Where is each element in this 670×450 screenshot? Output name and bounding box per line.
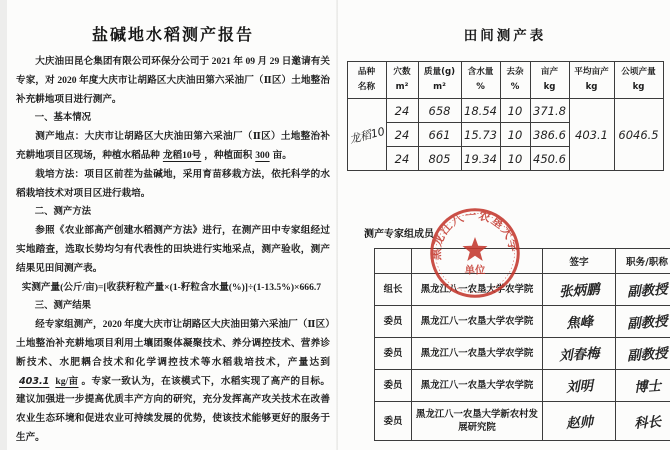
seal-inner-text: 单位 [464,264,486,277]
area-unit: 亩。 [272,149,292,161]
header-variety: 品种 名称 [347,62,386,99]
title-cell: 副教授 [616,338,670,370]
header-institution-blank [412,249,543,274]
institution-cell: 黑龙江八一农垦大学新农村发展研究院 [412,402,543,441]
report-page [16,8,330,448]
experts-header-row [375,249,670,274]
hectare-yield-cell: 6046.5 [614,99,663,171]
holes-cell: 24 [386,123,418,147]
title-cell: 科长 [616,402,670,441]
mass-cell: 658 [418,99,461,123]
holes-cell: 24 [386,99,418,123]
header-moisture: 含水量 % [461,62,500,99]
role-cell: 委员 [375,370,412,402]
location-paragraph [16,128,330,166]
expert-row [375,338,670,370]
yield-unit: kg/亩 [55,375,79,387]
expert-row [375,370,670,402]
field-table-header-row [347,62,663,99]
section3-heading: 三、测产结果 [34,300,92,312]
institution-cell: 黑龙江八一农垦大学农学院 [412,274,543,306]
title-cell: 副教授 [616,306,670,338]
page-seam [336,0,338,450]
header-yield-mu: 亩产 kg [530,62,569,99]
header-signature: 签字 [543,249,616,274]
result-paragraph [16,316,330,448]
area-fill-in: 300 [255,149,270,161]
moisture-cell: 19.34 [461,147,500,171]
experts-group-label: 测产专家组成员 [364,229,434,240]
cultivation-paragraph: 栽培方法：项目区前茬为盐碱地，采用育苗移栽方法，依托科学的水稻栽培技术对项目区进行栽培。 [16,168,330,199]
title-cell: 博士 [616,370,670,402]
header-holes: 穴数 m² [386,62,418,99]
mass-cell: 661 [418,123,461,147]
signature-cell: 焦峰 [543,306,616,338]
yield-mu-cell: 386.6 [530,123,569,147]
mass-cell: 805 [418,147,461,171]
header-role-blank [375,249,412,274]
report-title: 盐碱地水稻测产报告 [91,25,254,44]
section2-heading: 二、测产方法 [34,206,92,218]
location-text: 测产地点：大庆市让胡路区大庆油田第六采油厂（Ⅱ区）土地整治补充耕地项目区现场，种植水稻品种 [16,131,330,161]
variety-cell: 龙稻10 [347,99,386,171]
impurity-cell: 10 [500,99,530,123]
header-avg-yield: 平均亩产 kg [569,62,614,99]
expert-row [375,402,670,441]
field-table-row [347,99,663,123]
result-text: 经专家组测产，2020 年度大庆市让胡路区大庆油田第六采油厂（Ⅱ区）土地整治补充耕地项目利用土壤团聚体凝聚技术、养分调控技术、营养诊断技术、水肥耦合技术和化学调控技术等水稻栽培技术，产量达到 [16,319,330,368]
signature-cell: 赵帅 [543,402,616,441]
moisture-cell: 18.54 [461,99,500,123]
expert-row [375,274,670,306]
institution-cell: 黑龙江八一农垦大学农学院 [412,370,543,402]
holes-cell: 24 [386,147,418,171]
yield-mu-cell: 450.6 [530,147,569,171]
area-label: ，种植面积 [204,149,253,161]
role-cell: 组长 [375,274,412,306]
signature-cell: 刘明 [543,370,616,402]
field-table-title: 田间测产表 [463,28,547,44]
title-cell: 副教授 [616,274,670,306]
expert-row [375,306,670,338]
seal-arc-text: 黑龙江八一农垦大学 [429,207,522,261]
header-impurity: 去杂 % [500,62,530,99]
experts-table [374,248,670,441]
intro-paragraph: 大庆油田昆仑集团有限公司环保分公司于 2021 年 09 月 29 日邀请有关专家，对 2020 年度大庆市让胡路区大庆油田第六采油厂（Ⅱ区）土地整治补充耕地项目进行测产。 [16,56,330,105]
field-yield-table [347,61,664,171]
yield-value-handwritten: 403.1 [19,375,50,387]
impurity-cell: 10 [500,147,530,171]
role-cell: 委员 [375,402,412,441]
avg-yield-cell: 403.1 [569,99,614,171]
header-mass: 质量(g) m² [418,62,461,99]
yield-mu-cell: 371.8 [530,99,569,123]
scan-edge-shadow [0,0,7,450]
header-title: 职务/职称 [616,249,670,274]
method-paragraph: 参照《农业部高产创建水稻测产方法》进行，在测产田中专家组经过实地踏查，选取长势均匀有代表性的田块进行实地采点，测产验收，测产结果见田间测产表。 [16,225,330,274]
section1-heading: 一、基本情况 [34,112,92,124]
result-text-cont: 。专家一致认为，在该模式下，水稻实现了高产的目标。建议加强进一步提高优质丰产方向的研究，充分发挥高产攻关技术在改善农业生态环境和促进农业可持续发展的优势，使该技术能够更好的服务于生产。 [16,375,330,443]
signature-cell: 张炳鹏 [543,274,616,306]
institution-cell: 黑龙江八一农垦大学农学院 [412,306,543,338]
signature-cell: 刘春梅 [543,338,616,370]
role-cell: 委员 [375,338,412,370]
yield-formula: 实测产量(公斤/亩)=[收获籽粒产量×(1-籽粒含水量(%)]÷(1-13.5%)×666.7 [21,281,322,293]
impurity-cell: 10 [500,123,530,147]
institution-cell: 黑龙江八一农垦大学农学院 [412,338,543,370]
tables-page [346,8,668,441]
role-cell: 委员 [375,306,412,338]
header-hectare-yield: 公顷产量 kg [614,62,663,99]
variety-fill-in: 龙稻10号 [162,149,202,161]
moisture-cell: 15.73 [461,123,500,147]
